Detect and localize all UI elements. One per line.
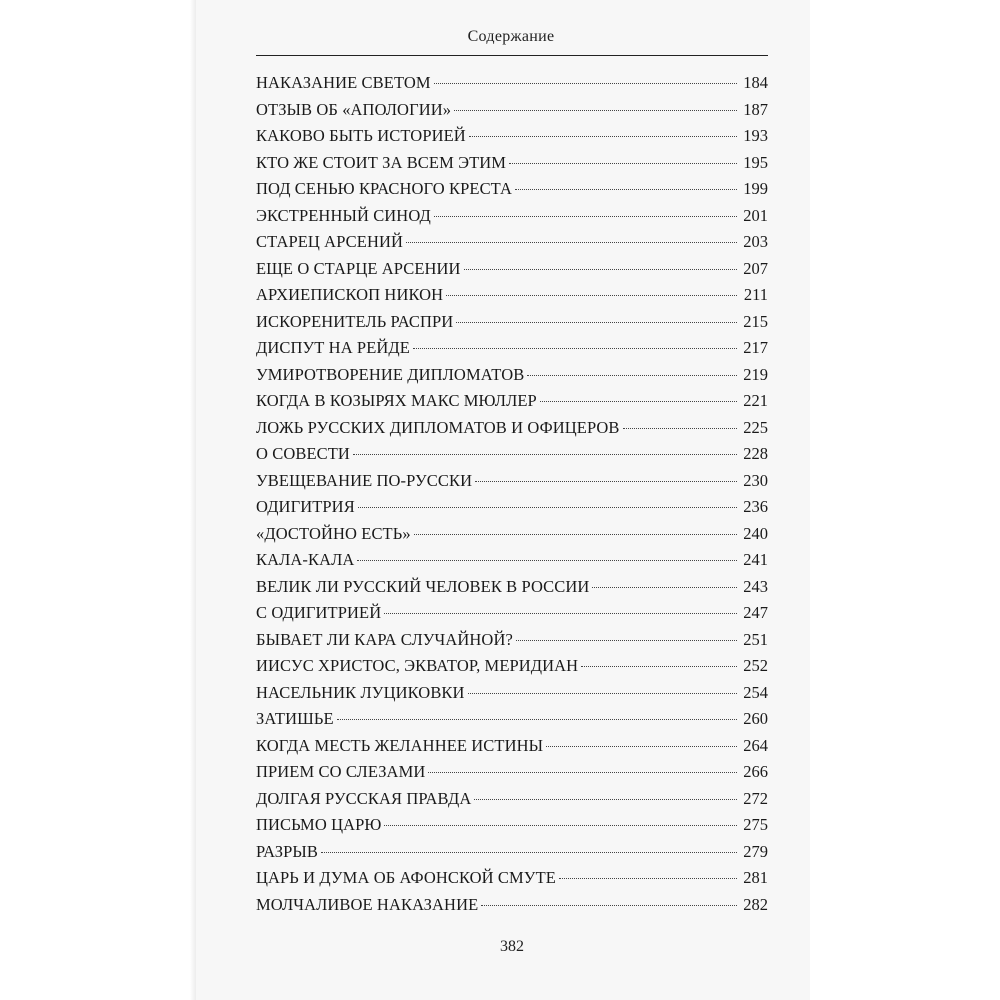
dot-leader <box>414 534 737 535</box>
toc-entry-title: КАКОВО БЫТЬ ИСТОРИЕЙ <box>256 126 466 145</box>
running-head: Содержание <box>467 28 555 45</box>
dot-leader <box>592 587 737 588</box>
dot-leader <box>406 242 737 243</box>
dot-leader <box>357 560 737 561</box>
toc-entry-page: 193 <box>743 126 768 145</box>
dot-leader <box>428 772 737 773</box>
dot-leader <box>456 322 737 323</box>
dot-leader <box>446 295 737 296</box>
toc-entry-title: БЫВАЕТ ЛИ КАРА СЛУЧАЙНОЙ? <box>256 629 513 649</box>
toc-entry-page: 272 <box>743 788 768 808</box>
dot-leader <box>515 189 737 190</box>
toc-entry-title: ЭКСТРЕННЫЙ СИНОД <box>256 205 431 225</box>
toc-entry <box>256 733 768 760</box>
toc-entry-page: 195 <box>743 152 768 172</box>
toc-entry <box>256 282 768 309</box>
dot-leader <box>468 693 737 694</box>
toc-entry-title: ИИСУС ХРИСТОС, ЭКВАТОР, МЕРИДИАН <box>256 656 579 675</box>
dot-leader <box>353 454 737 455</box>
toc-entry <box>256 415 768 442</box>
toc-entry-page: 207 <box>743 258 768 278</box>
toc-entry-page: 247 <box>743 603 768 622</box>
toc-entry <box>256 123 768 150</box>
toc-entry-title: ЕЩЕ О СТАРЦЕ АРСЕНИИ <box>256 258 461 278</box>
toc-entry-title: ПРИЕМ СО СЛЕЗАМИ <box>256 762 426 781</box>
toc-entry-page: 264 <box>743 735 768 755</box>
dot-leader <box>469 136 737 137</box>
toc-entry-page: 201 <box>743 205 768 225</box>
toc-entry <box>256 547 768 574</box>
toc-entry-title: МОЛЧАЛИВОЕ НАКАЗАНИЕ <box>256 894 479 914</box>
toc-entry-title: ДИСПУТ НА РЕЙДЕ <box>256 338 410 357</box>
dot-leader <box>474 799 737 800</box>
dot-leader <box>434 216 737 217</box>
dot-leader <box>475 481 737 482</box>
toc-entry <box>256 335 768 362</box>
toc-entry-title: АРХИЕПИСКОП НИКОН <box>256 285 444 304</box>
dot-leader <box>413 348 737 349</box>
toc-entry <box>256 362 768 389</box>
toc-entry-page: 230 <box>743 470 768 490</box>
dot-leader <box>434 83 737 84</box>
toc-entry-title: НАКАЗАНИЕ СВЕТОМ <box>256 73 431 92</box>
toc-entry <box>256 600 768 627</box>
toc-entry-page: 203 <box>743 232 768 251</box>
dot-leader <box>509 163 737 164</box>
toc-entry <box>256 70 768 97</box>
dot-leader <box>623 428 737 429</box>
toc-entry-page: 260 <box>743 709 768 728</box>
toc-entry-title: ЛОЖЬ РУССКИХ ДИПЛОМАТОВ И ОФИЦЕРОВ <box>256 417 620 437</box>
dot-leader <box>546 746 737 747</box>
toc-entry <box>256 680 768 707</box>
toc-entry <box>256 706 768 733</box>
toc-entry-page: 252 <box>743 656 768 675</box>
dot-leader <box>540 401 737 402</box>
toc-entry-title: ЦАРЬ И ДУМА ОБ АФОНСКОЙ СМУТЕ <box>256 868 556 887</box>
toc-entry <box>256 759 768 786</box>
toc-entry-page: 266 <box>743 762 768 781</box>
toc-entry <box>256 229 768 256</box>
toc-entry-page: 236 <box>743 497 768 516</box>
toc-entry-title: ЗАТИШЬЕ <box>256 709 334 728</box>
toc-entry <box>256 653 768 680</box>
toc-entry <box>256 786 768 813</box>
toc-entry <box>256 468 768 495</box>
toc-entry-title: ДОЛГАЯ РУССКАЯ ПРАВДА <box>256 788 472 808</box>
toc-entry-page: 221 <box>743 391 768 410</box>
toc-entry-title: КОГДА МЕСТЬ ЖЕЛАННЕЕ ИСТИНЫ <box>256 735 544 755</box>
table-of-contents <box>256 70 768 918</box>
toc-entry-title: О СОВЕСТИ <box>256 444 350 463</box>
toc-entry <box>256 97 768 124</box>
toc-entry-title: ПИСЬМО ЦАРЮ <box>256 815 382 834</box>
toc-entry-page: 184 <box>743 73 768 92</box>
toc-entry <box>256 441 768 468</box>
toc-entry-title: ОДИГИТРИЯ <box>256 497 355 516</box>
page-number: 382 <box>500 938 524 955</box>
toc-entry <box>256 309 768 336</box>
toc-entry-title: «ДОСТОЙНО ЕСТЬ» <box>256 523 411 543</box>
dot-leader <box>384 825 737 826</box>
toc-entry-page: 281 <box>743 868 768 887</box>
toc-entry-page: 225 <box>743 417 768 437</box>
toc-entry-title: КТО ЖЕ СТОИТ ЗА ВСЕМ ЭТИМ <box>256 152 507 172</box>
toc-entry-title: НАСЕЛЬНИК ЛУЦИКОВКИ <box>256 682 465 702</box>
toc-entry-page: 240 <box>743 523 768 543</box>
toc-entry-title: ОТЗЫВ ОБ «АПОЛОГИИ» <box>256 99 452 119</box>
dot-leader <box>358 507 737 508</box>
toc-entry <box>256 812 768 839</box>
toc-entry <box>256 150 768 177</box>
toc-entry <box>256 494 768 521</box>
toc-entry-page: 254 <box>743 682 768 702</box>
toc-entry <box>256 203 768 230</box>
toc-entry-page: 241 <box>743 550 768 569</box>
toc-entry-page: 251 <box>743 629 768 649</box>
toc-entry <box>256 388 768 415</box>
toc-entry <box>256 892 768 919</box>
toc-entry <box>256 627 768 654</box>
toc-entry-page: 217 <box>743 338 768 357</box>
toc-entry-title: ВЕЛИК ЛИ РУССКИЙ ЧЕЛОВЕК В РОССИИ <box>256 576 590 596</box>
toc-entry-page: 199 <box>743 179 768 198</box>
toc-entry-page: 228 <box>743 444 768 463</box>
toc-entry-page: 243 <box>743 576 768 596</box>
toc-entry-page: 215 <box>743 311 768 331</box>
toc-entry <box>256 176 768 203</box>
toc-entry <box>256 256 768 283</box>
dot-leader <box>384 613 737 614</box>
header-rule <box>256 55 768 56</box>
toc-entry <box>256 574 768 601</box>
toc-entry-page: 187 <box>743 99 768 119</box>
toc-entry-title: УВЕЩЕВАНИЕ ПО-РУССКИ <box>256 470 473 490</box>
dot-leader <box>464 269 737 270</box>
toc-entry <box>256 521 768 548</box>
toc-entry-page: 282 <box>743 894 768 914</box>
dot-leader <box>516 640 737 641</box>
dot-leader <box>527 375 737 376</box>
toc-entry <box>256 865 768 892</box>
dot-leader <box>559 878 737 879</box>
dot-leader <box>337 719 737 720</box>
toc-entry-page: 219 <box>743 364 768 384</box>
toc-entry-page: 211 <box>743 285 768 304</box>
toc-entry-page: 279 <box>743 841 768 861</box>
toc-entry-title: СТАРЕЦ АРСЕНИЙ <box>256 232 403 251</box>
dot-leader <box>321 852 737 853</box>
toc-entry <box>256 839 768 866</box>
toc-entry-title: КАЛА-КАЛА <box>256 550 355 569</box>
toc-entry-title: КОГДА В КОЗЫРЯХ МАКС МЮЛЛЕР <box>256 391 537 410</box>
toc-entry-title: РАЗРЫВ <box>256 841 319 861</box>
dot-leader <box>481 905 737 906</box>
toc-entry-title: ИСКОРЕНИТЕЛЬ РАСПРИ <box>256 311 454 331</box>
toc-entry-title: УМИРОТВОРЕНИЕ ДИПЛОМАТОВ <box>256 364 525 384</box>
toc-entry-title: ПОД СЕНЬЮ КРАСНОГО КРЕСТА <box>256 179 513 198</box>
toc-entry-page: 275 <box>743 815 768 834</box>
dot-leader <box>581 666 737 667</box>
dot-leader <box>454 110 737 111</box>
toc-entry-title: С ОДИГИТРИЕЙ <box>256 603 382 622</box>
